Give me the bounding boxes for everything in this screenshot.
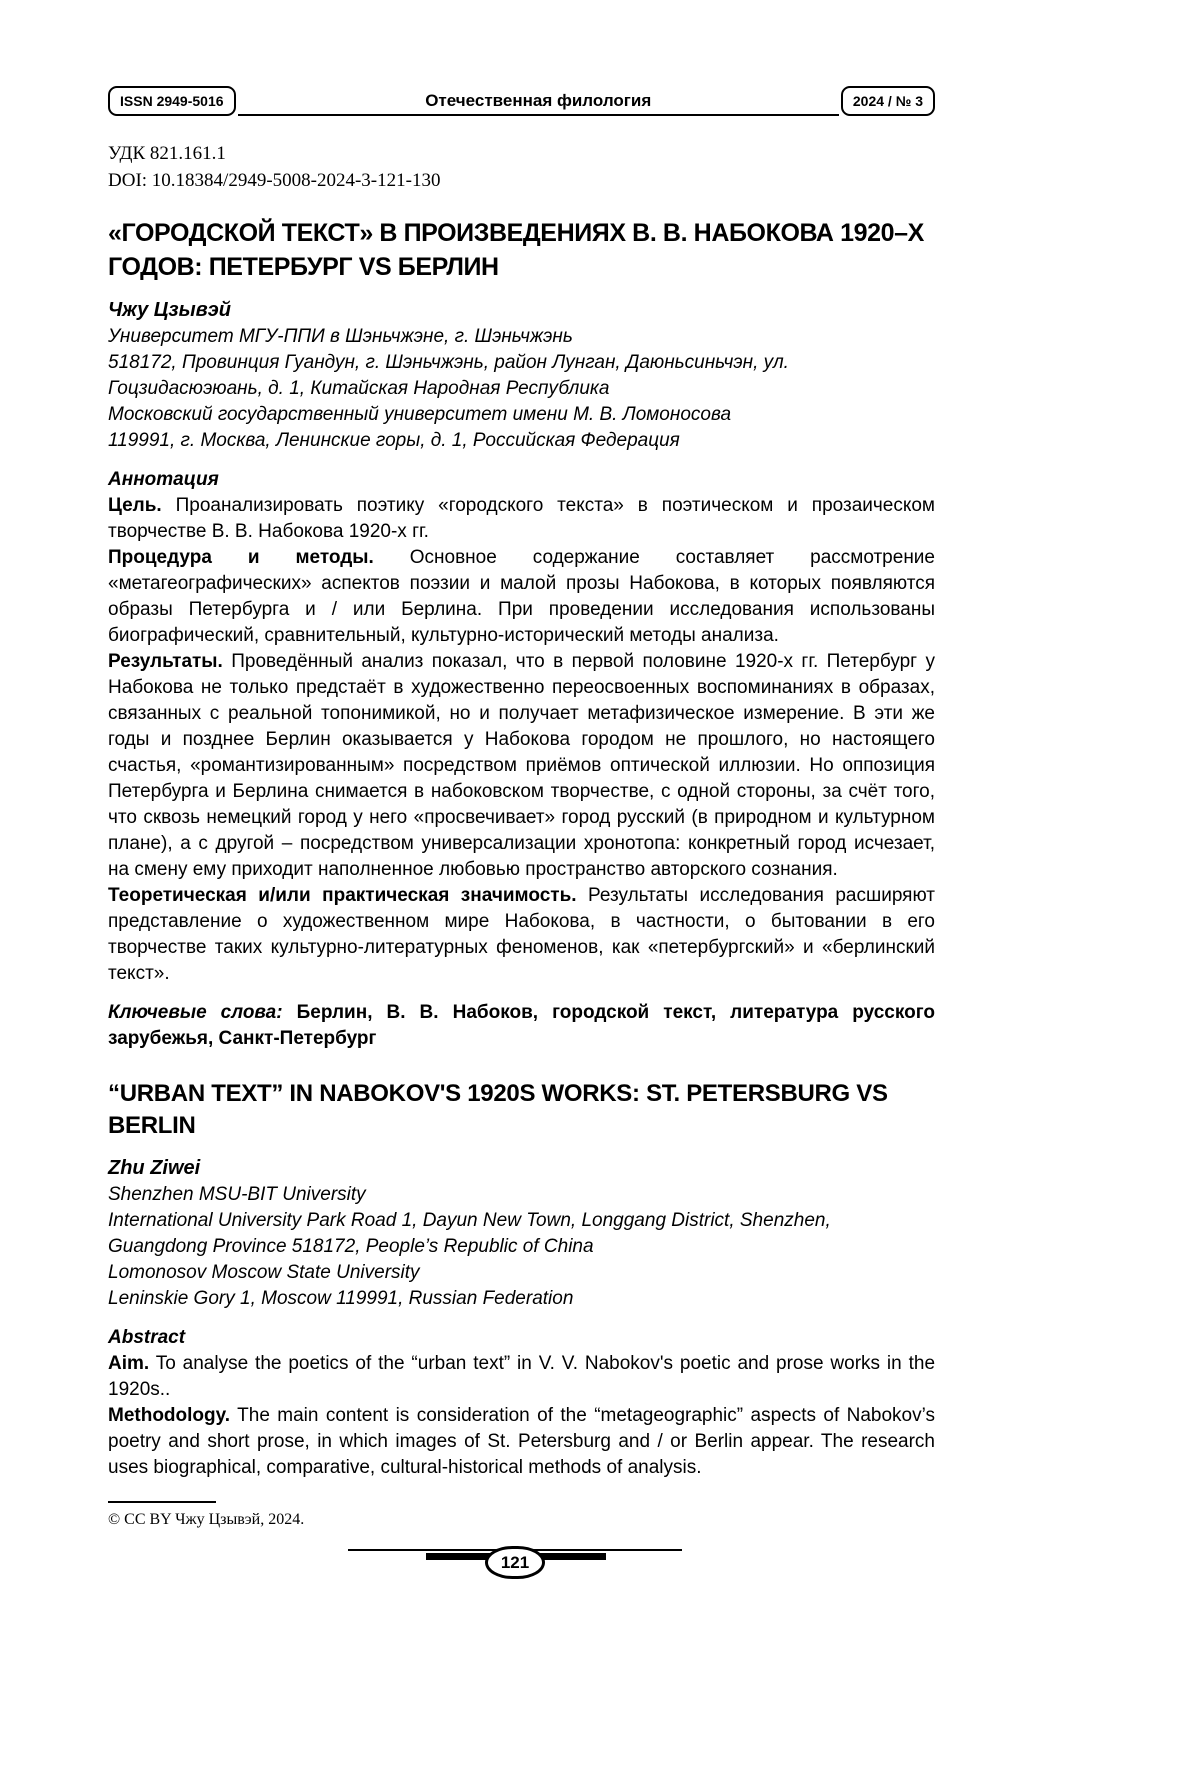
ru-section-aim-label: Цель. [108, 495, 162, 516]
ru-section-methods-text: Основное содержание составляет рассмотрение «метагеографических» аспектов поэзии и малой прозы Набокова, в которых появляются образы Петербурга и / или Берлина. При проведении исследования использованы биографический, сравнительный, культурно-исторический методы анализа. [108, 547, 935, 646]
ru-section-aim [108, 493, 935, 545]
article-title-en: “URBAN TEXT” IN NABOKOV'S 1920S WORKS: ST. PETERSBURG VS BERLIN [108, 1080, 888, 1139]
article-meta [108, 140, 935, 194]
ru-section-significance-label: Теоретическая и/или практическая значимость. [108, 885, 577, 906]
footnote-rule [108, 1501, 216, 1503]
journal-title: Отечественная филология [238, 86, 839, 116]
affiliation-en-line: Shenzhen MSU-BIT University [108, 1184, 366, 1205]
abstract-heading-en: Abstract [108, 1327, 186, 1348]
ru-section-aim-text: Проанализировать поэтику «городского текста» в поэтическом и прозаическом творчестве В. В. Набокова 1920-х гг. [108, 495, 935, 542]
ru-section-methods-label: Процедура и методы. [108, 547, 374, 568]
affiliation-ru-line: 518172, Провинция Гуандун, г. Шэньчжэнь, район Лунган, Даюньсиньчэн, ул. Гоцзидасюэюань, д. 1, Китайская Народная Республика [108, 352, 789, 399]
ru-section-results [108, 649, 935, 883]
en-section-aim [108, 1351, 935, 1403]
keywords-list: Берлин, В. В. Набоков, городской текст, литература русского зарубежья, Санкт-Петербург [108, 1002, 935, 1049]
journal-header [108, 86, 935, 116]
keywords-paragraph [108, 1000, 935, 1052]
ru-section-significance [108, 883, 935, 987]
udk-line: УДК 821.161.1 [108, 143, 226, 164]
affiliation-ru-line: Московский государственный университет имени М. В. Ломоносова [108, 404, 732, 425]
ru-section-significance-text: Результаты исследования расширяют представление о художественном мире Набокова, в частности, о бытовании в его творчестве таких культурно-литературных феноменов, как «петербургский» и «берлинский текст». [108, 885, 935, 984]
affiliation-ru-line: 119991, г. Москва, Ленинские горы, д. 1, Российская Федерация [108, 430, 680, 451]
en-section-methodology-text: The main content is consideration of the “metageographic” aspects of Nabokov’s poetry and short prose, in which images of St. Petersburg and / or Berlin appear. The research uses biographical, comparative, cultural-historical methods of analysis. [108, 1405, 935, 1478]
affiliation-en-line: International University Park Road 1, Dayun New Town, Longgang District, Shenzhen, Guangdong Province 518172, People’s Republic of China [108, 1210, 831, 1257]
affiliation-ru [108, 324, 935, 454]
affiliation-ru-line: Университет МГУ-ППИ в Шэньчжэне, г. Шэньчжэнь [108, 326, 573, 347]
ru-section-results-text: Проведённый анализ показал, что в первой половине 1920-х гг. Петербург у Набокова не только предстаёт в художественно переосвоенных воспоминаниях в образах, связанных с реальной топонимикой, но и получает метафизическое измерение. В эти же годы и позднее Берлин оказывается у Набокова городом не прошлого, но настоящего счастья, «романтизированным» посредством приёмов оптической иллюзии. Но оппозиция Петербурга и Берлина снимается в набоковском творчестве, с одной стороны, за счёт того, что сквозь немецкий город у него «просвечивает» город русский (в природном и культурном плане), а с другой – посредством универсализации хронотопа: конкретный город исчезает, на смену ему приходит наполненное любовью пространство авторского сознания. [108, 651, 936, 880]
page-content [108, 0, 935, 1607]
issn-badge: ISSN 2949-5016 [108, 86, 236, 116]
en-section-aim-label: Aim. [108, 1353, 150, 1374]
page-number: 121 [500, 1552, 530, 1572]
copyright-text: © CC BY Чжу Цзывэй, 2024. [108, 1511, 305, 1528]
issue-badge: 2024 / № 3 [841, 86, 935, 116]
author-name-en: Zhu Ziwei [108, 1157, 201, 1179]
page-number-badge [485, 1546, 545, 1579]
en-section-methodology [108, 1403, 935, 1481]
en-section-aim-text: To analyse the poetics of the “urban text” in V. V. Nabokov's poetic and prose works in the 1920s.. [108, 1353, 936, 1400]
copyright-footnote [108, 1501, 935, 1529]
ru-section-results-label: Результаты. [108, 651, 223, 672]
doi-line: DOI: 10.18384/2949-5008-2024-3-121-130 [108, 170, 441, 191]
affiliation-en-line: Leninskie Gory 1, Moscow 119991, Russian Federation [108, 1288, 574, 1309]
keywords-label: Ключевые слова: [108, 1002, 283, 1023]
abstract-heading-ru: Аннотация [108, 469, 219, 490]
en-section-methodology-label: Methodology. [108, 1405, 231, 1426]
ru-section-methods [108, 545, 935, 649]
affiliation-en-line: Lomonosov Moscow State University [108, 1262, 420, 1283]
article-title-ru: «ГОРОДСКОЙ ТЕКСТ» В ПРОИЗВЕДЕНИЯХ В. В. НАБОКОВА 1920–Х ГОДОВ: ПЕТЕРБУРГ VS БЕРЛИН [108, 219, 924, 281]
author-name-ru: Чжу Цзывэй [108, 299, 232, 321]
affiliation-en [108, 1182, 935, 1312]
page-footer [108, 1543, 935, 1607]
